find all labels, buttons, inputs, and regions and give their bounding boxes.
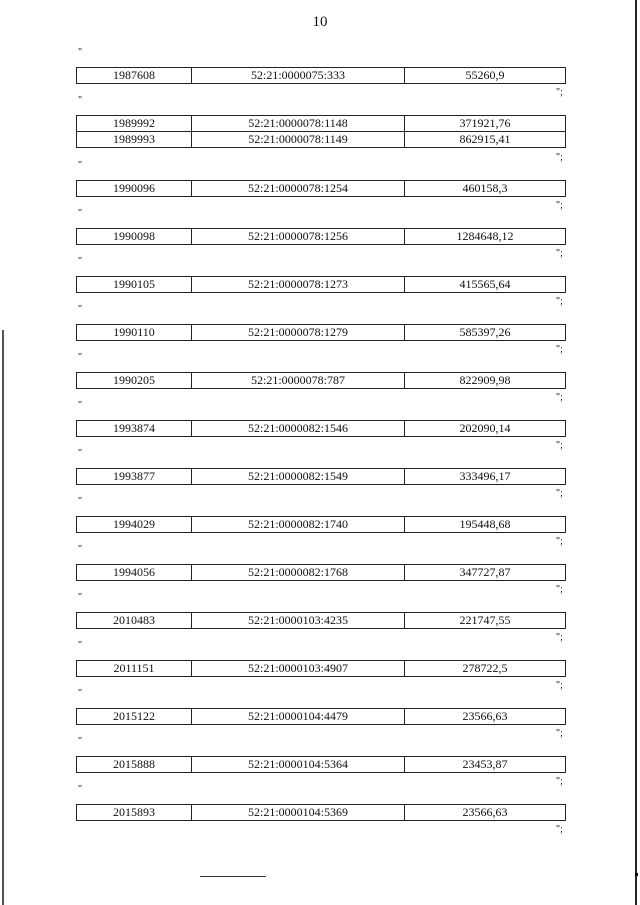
record-number-cell: 1994056 — [77, 565, 192, 581]
closing-quote: "; — [556, 632, 563, 643]
amendment-block — [0, 353, 640, 401]
cadastral-number-cell: 52:21:0000078:1148 — [192, 116, 405, 132]
value-cell: 371921,76 — [405, 116, 566, 132]
cadastral-number-cell: 52:21:0000082:1768 — [192, 565, 405, 581]
opening-quote: " — [78, 95, 83, 106]
data-table — [76, 324, 566, 341]
amendment-block — [0, 737, 640, 785]
record-number-cell: 2015122 — [77, 709, 192, 725]
table-row — [77, 181, 566, 197]
amendment-block — [0, 95, 640, 163]
closing-quote: "; — [556, 392, 563, 403]
table-row — [77, 325, 566, 341]
scan-edge-right — [635, 0, 637, 905]
record-number-cell: 1989992 — [77, 116, 192, 132]
data-table — [76, 228, 566, 245]
closing-quote: "; — [556, 680, 563, 691]
data-table — [76, 756, 566, 773]
cadastral-number-cell: 52:21:0000078:1273 — [192, 277, 405, 293]
data-table — [76, 67, 566, 84]
opening-quote: " — [78, 160, 83, 171]
cadastral-number-cell: 52:21:0000078:1149 — [192, 132, 405, 148]
opening-quote: " — [78, 400, 83, 411]
cadastral-number-cell: 52:21:0000082:1549 — [192, 469, 405, 485]
amendment-block — [0, 497, 640, 545]
data-table — [76, 180, 566, 197]
opening-quote: " — [78, 47, 83, 58]
value-cell: 333496,17 — [405, 469, 566, 485]
record-number-cell: 1990205 — [77, 373, 192, 389]
amendment-block — [0, 689, 640, 737]
record-number-cell: 1987608 — [77, 68, 192, 84]
amendment-block — [0, 449, 640, 497]
cadastral-number-cell: 52:21:0000078:787 — [192, 373, 405, 389]
opening-quote: " — [78, 304, 83, 315]
opening-quote: " — [78, 592, 83, 603]
amendment-block — [0, 593, 640, 641]
cadastral-number-cell: 52:21:0000103:4235 — [192, 613, 405, 629]
table-row — [77, 517, 566, 533]
amendment-block — [0, 785, 640, 833]
record-number-cell: 2015893 — [77, 805, 192, 821]
value-cell: 23566,63 — [405, 709, 566, 725]
data-table — [76, 660, 566, 677]
data-table — [76, 276, 566, 293]
table-row — [77, 757, 566, 773]
closing-quote: "; — [556, 87, 563, 98]
record-number-cell: 2010483 — [77, 613, 192, 629]
data-table — [76, 564, 566, 581]
value-cell: 415565,64 — [405, 277, 566, 293]
data-table — [76, 516, 566, 533]
scan-mark — [635, 873, 638, 876]
closing-quote: "; — [556, 200, 563, 211]
value-cell: 23453,87 — [405, 757, 566, 773]
record-number-cell: 1994029 — [77, 517, 192, 533]
page-number: 10 — [312, 14, 328, 30]
closing-quote: "; — [556, 344, 563, 355]
record-number-cell: 2011151 — [77, 661, 192, 677]
opening-quote: " — [78, 736, 83, 747]
cadastral-number-cell: 52:21:0000075:333 — [192, 68, 405, 84]
value-cell: 23566,63 — [405, 805, 566, 821]
value-cell: 278722,5 — [405, 661, 566, 677]
table-row — [77, 116, 566, 132]
data-table — [76, 372, 566, 389]
value-cell: 202090,14 — [405, 421, 566, 437]
opening-quote: " — [78, 640, 83, 651]
table-row — [77, 132, 566, 148]
amendment-block — [0, 257, 640, 305]
closing-quote: "; — [556, 248, 563, 259]
amendment-block — [0, 48, 640, 96]
record-number-cell: 1990098 — [77, 229, 192, 245]
closing-quote: "; — [556, 440, 563, 451]
amendment-block — [0, 161, 640, 209]
data-table — [76, 115, 566, 148]
cadastral-number-cell: 52:21:0000078:1279 — [192, 325, 405, 341]
table-row — [77, 421, 566, 437]
value-cell: 347727,87 — [405, 565, 566, 581]
cadastral-number-cell: 52:21:0000082:1740 — [192, 517, 405, 533]
table-row — [77, 277, 566, 293]
opening-quote: " — [78, 352, 83, 363]
amendment-block — [0, 401, 640, 449]
value-cell: 221747,55 — [405, 613, 566, 629]
opening-quote: " — [78, 496, 83, 507]
record-number-cell: 1990105 — [77, 277, 192, 293]
table-row — [77, 709, 566, 725]
table-row — [77, 805, 566, 821]
opening-quote: " — [78, 256, 83, 267]
amendment-block — [0, 545, 640, 593]
amendment-block — [0, 305, 640, 353]
value-cell: 55260,9 — [405, 68, 566, 84]
value-cell: 862915,41 — [405, 132, 566, 148]
record-number-cell: 1993874 — [77, 421, 192, 437]
cadastral-number-cell: 52:21:0000104:4479 — [192, 709, 405, 725]
closing-quote: "; — [556, 584, 563, 595]
data-table — [76, 612, 566, 629]
cadastral-number-cell: 52:21:0000082:1546 — [192, 421, 405, 437]
table-row — [77, 661, 566, 677]
amendment-block — [0, 209, 640, 257]
data-table — [76, 420, 566, 437]
footnote-separator — [200, 876, 266, 877]
record-number-cell: 1989993 — [77, 132, 192, 148]
value-cell: 1284648,12 — [405, 229, 566, 245]
closing-quote: "; — [556, 824, 563, 835]
table-row — [77, 613, 566, 629]
cadastral-number-cell: 52:21:0000103:4907 — [192, 661, 405, 677]
record-number-cell: 1993877 — [77, 469, 192, 485]
table-row — [77, 229, 566, 245]
cadastral-number-cell: 52:21:0000078:1254 — [192, 181, 405, 197]
scan-edge-left — [2, 330, 4, 905]
value-cell: 460158,3 — [405, 181, 566, 197]
record-number-cell: 1990110 — [77, 325, 192, 341]
amendment-block — [0, 641, 640, 689]
opening-quote: " — [78, 544, 83, 555]
opening-quote: " — [78, 208, 83, 219]
value-cell: 585397,26 — [405, 325, 566, 341]
data-table — [76, 804, 566, 821]
cadastral-number-cell: 52:21:0000104:5369 — [192, 805, 405, 821]
value-cell: 822909,98 — [405, 373, 566, 389]
table-row — [77, 373, 566, 389]
closing-quote: "; — [556, 728, 563, 739]
closing-quote: "; — [556, 296, 563, 307]
table-row — [77, 469, 566, 485]
opening-quote: " — [78, 784, 83, 795]
closing-quote: "; — [556, 776, 563, 787]
table-row — [77, 68, 566, 84]
table-row — [77, 565, 566, 581]
opening-quote: " — [78, 448, 83, 459]
record-number-cell: 2015888 — [77, 757, 192, 773]
data-table — [76, 708, 566, 725]
cadastral-number-cell: 52:21:0000078:1256 — [192, 229, 405, 245]
value-cell: 195448,68 — [405, 517, 566, 533]
closing-quote: "; — [556, 536, 563, 547]
data-table — [76, 468, 566, 485]
closing-quote: "; — [556, 152, 563, 163]
opening-quote: " — [78, 688, 83, 699]
closing-quote: "; — [556, 488, 563, 499]
record-number-cell: 1990096 — [77, 181, 192, 197]
cadastral-number-cell: 52:21:0000104:5364 — [192, 757, 405, 773]
